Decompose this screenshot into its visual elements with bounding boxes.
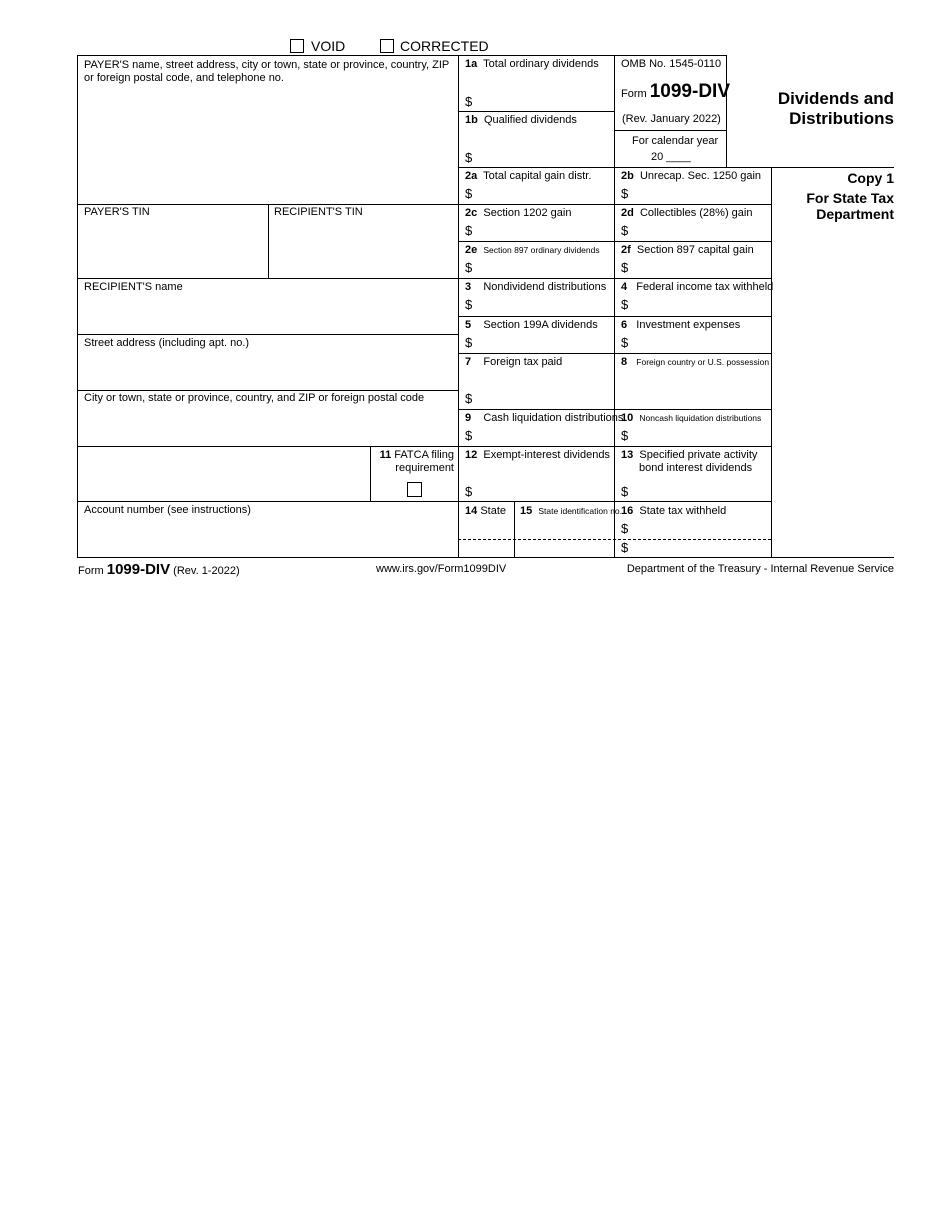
copy-label: Copy 1	[847, 170, 894, 186]
box1a-label: 1a Total ordinary dividends	[465, 58, 599, 70]
box15-label: 15 State identification no.	[520, 505, 623, 517]
box16-dollar-1: $	[621, 521, 629, 536]
box9-label: 9 Cash liquidation distributions	[465, 412, 624, 424]
box2e-label: 2e Section 897 ordinary dividends	[465, 244, 600, 256]
box10-dollar: $	[621, 428, 629, 443]
corrected-checkbox[interactable]	[380, 39, 394, 53]
box11-label-2: requirement	[395, 462, 454, 474]
calendar-year-label: For calendar year	[632, 135, 719, 147]
box13-label: 13 Specified private activity	[621, 449, 758, 461]
box2c-dollar: $	[465, 223, 473, 238]
recipient-name-label: RECIPIENT'S name	[84, 281, 183, 293]
box6-dollar: $	[621, 335, 629, 350]
box2d-label: 2d Collectibles (28%) gain	[621, 207, 753, 219]
box2f-dollar: $	[621, 260, 629, 275]
void-label: VOID	[311, 38, 346, 54]
box14-label: 14 State	[465, 505, 506, 517]
box2b-label: 2b Unrecap. Sec. 1250 gain	[621, 170, 762, 182]
box12-label: 12 Exempt-interest dividends	[465, 449, 610, 461]
box8-label: 8 Foreign country or U.S. possession	[621, 356, 770, 368]
street-address-label: Street address (including apt. no.)	[84, 337, 250, 349]
box2b-dollar: $	[621, 186, 629, 201]
box3-label: 3 Nondividend distributions	[465, 281, 607, 293]
recipient-tin-label: RECIPIENT'S TIN	[274, 206, 363, 218]
void-checkbox[interactable]	[290, 39, 304, 53]
box13-label-2: bond interest dividends	[639, 462, 753, 474]
form-name: Form 1099-DIV	[621, 81, 731, 102]
form-title-2: Distributions	[789, 109, 894, 128]
payer-tin-label: PAYER'S TIN	[84, 206, 150, 218]
box3-dollar: $	[465, 297, 473, 312]
box6-label: 6 Investment expenses	[621, 319, 741, 331]
box7-dollar: $	[465, 391, 473, 406]
corrected-label: CORRECTED	[400, 38, 489, 54]
box16-dollar-2: $	[621, 540, 629, 555]
box10-label: 10 Noncash liquidation distributions	[621, 412, 762, 424]
box1b-label: 1b Qualified dividends	[465, 114, 577, 126]
box2e-dollar: $	[465, 260, 473, 275]
box1b-dollar: $	[465, 150, 473, 165]
copy-for-2: Department	[816, 206, 894, 222]
footer-department: Department of the Treasury - Internal Revenue Service	[626, 563, 894, 575]
omb-number: OMB No. 1545-0110	[621, 58, 722, 70]
box1a-dollar: $	[465, 94, 473, 109]
payer-name-label-1: PAYER'S name, street address, city or town, state or province, country, ZIP	[84, 59, 450, 71]
box9-dollar: $	[465, 428, 473, 443]
box4-dollar: $	[621, 297, 629, 312]
box2f-label: 2f Section 897 capital gain	[621, 244, 754, 256]
fatca-checkbox[interactable]	[407, 482, 422, 497]
footer-form-name: Form 1099-DIV (Rev. 1-2022)	[78, 561, 240, 578]
city-state-label: City or town, state or province, country, and ZIP or foreign postal code	[84, 392, 425, 404]
box4-label: 4 Federal income tax withheld	[621, 281, 774, 293]
box12-dollar: $	[465, 484, 473, 499]
footer-url: www.irs.gov/Form1099DIV	[376, 563, 507, 575]
calendar-year-field[interactable]: 20 ____	[651, 151, 691, 163]
box13-dollar: $	[621, 484, 629, 499]
copy-for-1: For State Tax	[806, 190, 894, 206]
form-title-1: Dividends and	[777, 89, 894, 108]
revision-date: (Rev. January 2022)	[622, 113, 721, 125]
box2a-label: 2a Total capital gain distr.	[465, 170, 592, 182]
box16-label: 16 State tax withheld	[621, 505, 727, 517]
box2c-label: 2c Section 1202 gain	[465, 207, 572, 219]
box7-label: 7 Foreign tax paid	[465, 356, 563, 368]
box5-label: 5 Section 199A dividends	[465, 319, 598, 331]
account-number-label: Account number (see instructions)	[84, 504, 251, 516]
box2a-dollar: $	[465, 186, 473, 201]
box2d-dollar: $	[621, 223, 629, 238]
box11-label: 11 FATCA filing	[379, 449, 454, 461]
payer-name-label-2: or foreign postal code, and telephone no.	[84, 72, 284, 84]
box5-dollar: $	[465, 335, 473, 350]
